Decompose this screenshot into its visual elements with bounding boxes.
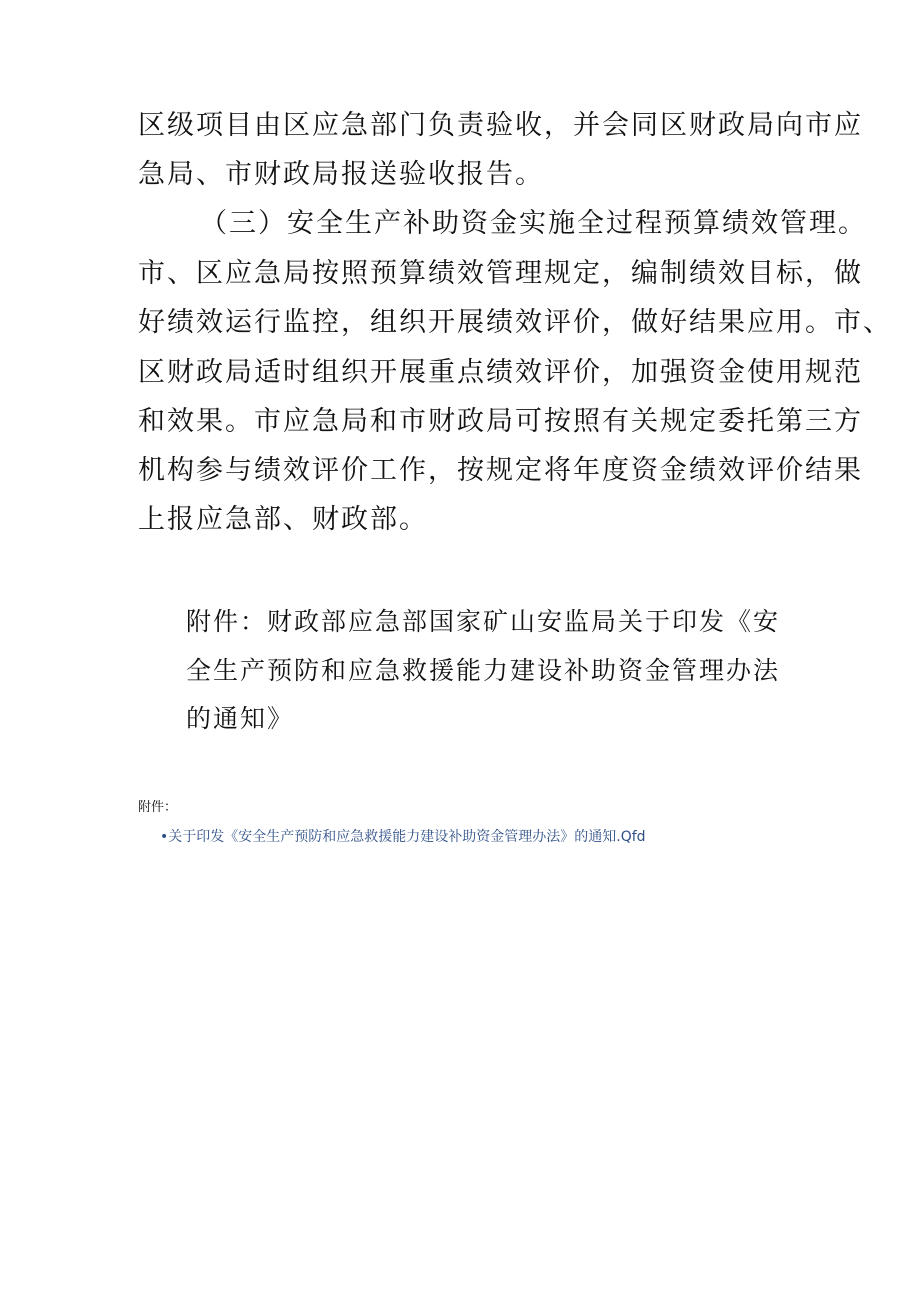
bullet-icon: • [160,829,169,845]
body-line-1: 区级项目由区应急部门负责验收，并会同区财政局向市应 [138,110,863,141]
body-line-7: 和效果。市应急局和市财政局可按照有关规定委托第三方 [138,406,863,437]
body-line-5: 好绩效运行监控，组织开展绩效评价，做好结果应用。市、 [138,307,892,338]
body-line-2: 急局、市财政局报送验收报告。 [138,159,544,190]
attachment-note-line-2: 全生产预防和应急救援能力建设补助资金管理办法 [186,656,781,685]
attachments-label: 附件： [138,800,178,815]
body-line-4: 市、区应急局按照预算绩效管理规定，编制绩效目标，做 [138,258,863,289]
attachment-note-line-1: 附件：财政部应急部国家矿山安监局关于印发《安 [186,607,781,636]
body-line-6: 区财政局适时组织开展重点绩效评价，加强资金使用规范 [138,357,863,388]
body-line-9: 上报应急部、财政部。 [138,504,428,535]
attachment-file-link-text: 关于印发《安全生产预防和应急救援能力建设补助资金管理办法》的通知.Qfd [168,829,646,845]
attachment-note-line-3: 的通知》 [186,704,295,733]
body-line-3: （三）安全生产补助资金实施全过程预算绩效管理。 [200,208,867,239]
body-line-8: 机构参与绩效评价工作，按规定将年度资金绩效评价结果 [138,455,863,486]
attachment-file-link[interactable] [160,828,646,846]
